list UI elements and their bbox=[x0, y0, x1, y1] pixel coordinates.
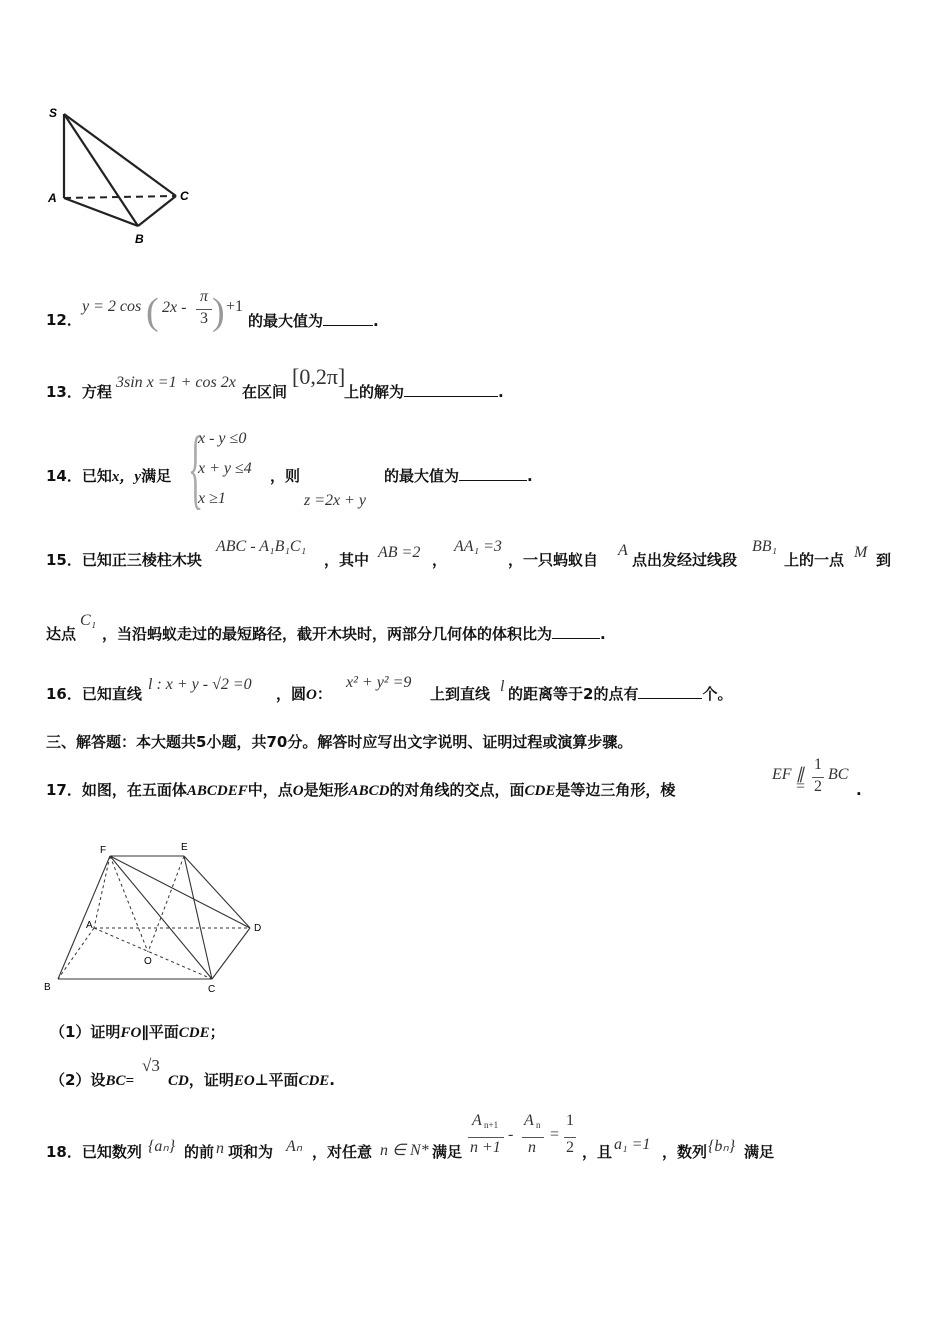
label-f: F bbox=[100, 845, 107, 856]
q18-mid4: 满足 bbox=[432, 1143, 463, 1161]
q15-mid4: 上的一点 bbox=[784, 551, 845, 569]
q16-mid2: 上到直线 bbox=[430, 685, 491, 703]
q15-c1: C₁ bbox=[80, 612, 97, 629]
q17-parallel: ∥ bbox=[796, 766, 804, 783]
label-a: A bbox=[48, 191, 57, 205]
q15-mid5: 到 bbox=[876, 551, 892, 569]
q18-mid5: ，且 bbox=[582, 1143, 613, 1161]
q15-line2-suffix: ，当沿蚂蚁走过的最短路径，截开木块时，两部分几何体的体积比为 . bbox=[102, 625, 606, 643]
label-c: C bbox=[180, 189, 189, 203]
q13-interval: [0,2π] bbox=[292, 364, 346, 389]
q16-l: l bbox=[500, 678, 505, 695]
q13-equation: 3sin x =1 + cos 2x bbox=[116, 374, 236, 391]
q16-lead: 16．已知直线 bbox=[46, 685, 142, 703]
q17-part1: （1）证明FO∥平面CDE； bbox=[50, 1023, 225, 1041]
q18-mid6: ，数列 bbox=[662, 1143, 708, 1161]
q15-mid1: ，其中 bbox=[324, 551, 370, 569]
q17-two: 2 bbox=[814, 778, 822, 795]
label-s: S bbox=[49, 106, 58, 120]
label-d: D bbox=[254, 923, 262, 934]
q17-sqrt3: √3 bbox=[142, 1056, 160, 1075]
q18-An: Aₙ bbox=[286, 1138, 303, 1155]
q18-bn: {bₙ} bbox=[708, 1138, 736, 1155]
q14-objective: z =2x + y bbox=[304, 492, 367, 509]
q15-point-a: A bbox=[618, 542, 628, 559]
q14-c1: x - y ≤0 bbox=[198, 430, 247, 447]
label-b: B bbox=[135, 232, 144, 246]
q18-lead: 18．已知数列 bbox=[46, 1143, 142, 1161]
label-e: E bbox=[181, 842, 188, 853]
q12-inner: 2x - bbox=[162, 299, 187, 316]
q17-part2-lead: （2）设BC= bbox=[50, 1071, 134, 1089]
q17-end: . bbox=[856, 781, 862, 799]
q18-a1: a₁ =1 bbox=[614, 1136, 651, 1153]
label-c2: C bbox=[208, 984, 216, 995]
figure-pentahedron-abcdef bbox=[38, 840, 270, 1000]
q16-line-eq: l : x + y - √2 =0 bbox=[148, 676, 252, 693]
q17-equal: = bbox=[796, 778, 806, 795]
q17-text: 17．如图，在五面体ABCDEF中，点O是矩形ABCD的对角线的交点，面CDE是等边三角形，棱 bbox=[46, 781, 676, 799]
q14-suffix: 的最大值为 . bbox=[384, 467, 533, 485]
q12-number: 12． bbox=[46, 311, 82, 329]
q14-lead: 14．已知x，y满足 bbox=[46, 467, 172, 485]
q16-circle-eq: x² + y² =9 bbox=[346, 674, 412, 691]
q14-c2: x + y ≤4 bbox=[198, 460, 252, 477]
q16-mid3: 的距离等于2的点有 个。 bbox=[508, 685, 733, 703]
q15-comma: ， bbox=[432, 551, 448, 569]
q17-ef: EF bbox=[772, 766, 792, 783]
figure-pyramid-sabc bbox=[40, 100, 200, 250]
q12-three: 3 bbox=[200, 310, 208, 327]
q13-line: 13．方程 bbox=[46, 383, 112, 401]
label-o: O bbox=[144, 956, 152, 967]
q15-lead: 15．已知正三棱柱木块 bbox=[46, 551, 202, 569]
q18-cond: n ∈ N* bbox=[380, 1142, 429, 1159]
q17-part2-rest: CD，证明EO⊥平面CDE. bbox=[168, 1071, 335, 1089]
q15-mid2: ，一只蚂蚁自 bbox=[508, 551, 599, 569]
q15-ab: AB =2 bbox=[378, 544, 421, 561]
section3-heading: 三、解答题：本大题共5小题，共70分。解答时应写出文字说明、证明过程或演算步骤。 bbox=[46, 733, 633, 751]
q14-then: ，则 bbox=[270, 467, 301, 485]
q18-n: n bbox=[216, 1140, 224, 1157]
q15-prism: ABC - A₁B₁C₁ bbox=[216, 538, 307, 555]
q18-an: {aₙ} bbox=[148, 1138, 176, 1155]
q12-lhs: y = 2 cos bbox=[82, 298, 142, 315]
label-a2: A bbox=[86, 920, 93, 931]
label-b2: B bbox=[44, 982, 51, 993]
q18-mid1: 的前 bbox=[184, 1143, 215, 1161]
q15-aa1: AA₁ =3 bbox=[454, 538, 502, 555]
q14-brace: { bbox=[188, 419, 204, 518]
q17-bc: BC bbox=[828, 766, 849, 783]
q17-one: 1 bbox=[814, 756, 822, 773]
q16-mid1: ，圆O： bbox=[276, 685, 332, 703]
q15-mid3: 点出发经过线段 bbox=[632, 551, 738, 569]
q18-suffix: 满足 bbox=[744, 1143, 775, 1161]
q17-edge-relation bbox=[772, 758, 856, 804]
q18-mid3: ，对任意 bbox=[312, 1143, 373, 1161]
q12-tail: +1 bbox=[226, 298, 244, 315]
q15-line2-prefix: 达点 bbox=[46, 625, 77, 643]
q15-bb1: BB₁ bbox=[752, 538, 778, 555]
q13-middle: 在区间 bbox=[242, 383, 288, 401]
q13-suffix: 上的解为 . bbox=[344, 383, 504, 401]
q18-mid2: 项和为 bbox=[228, 1143, 274, 1161]
q14-c3: x ≥1 bbox=[198, 490, 226, 507]
q15-point-m: M bbox=[854, 544, 868, 561]
q12-pi: π bbox=[200, 288, 209, 305]
q12-text: 的最大值为 . bbox=[248, 312, 379, 330]
q18-relation: A n+1 n +1 - A n n = 1 2 bbox=[470, 1112, 574, 1156]
